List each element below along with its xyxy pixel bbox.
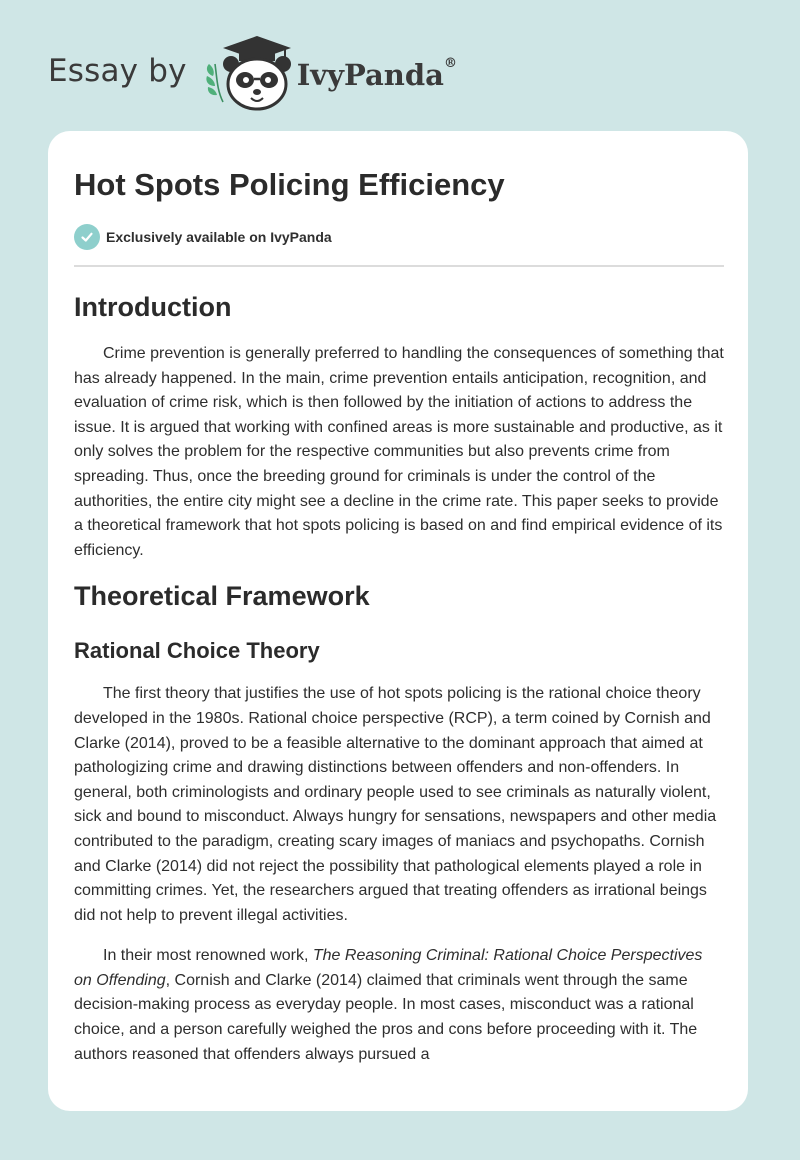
exclusive-badge xyxy=(74,224,724,250)
brand-logo-text[interactable] xyxy=(297,58,457,92)
essay-content xyxy=(74,167,724,1067)
subsection-heading-rational-choice: Rational Choice Theory xyxy=(74,638,320,664)
paragraph-2-lead: In their most renowned work, xyxy=(103,947,313,965)
rational-choice-paragraph-1: The first theory that justifies the use of hot spots policing is the rational choice theory developed in the 1980s. Rational choice perspective (RCP), a term coined by Cornish and Clarke (2014), proved to be a feasible alternative to the dominant approach that aimed at pathologizing crime and drawing distinctions between offenders and non-offenders. In general, both criminologists and ordinary people used to see criminals as naturally violent, sick and bound to misconduct. Always hungry for sensations, newspapers and other media contributed to the paradigm, creating scary images of maniacs and psychopaths. Cornish and Clarke (2014) did not reject the possibility that pathological elements played a role in committing crimes. Yet, the researchers argued that treating offenders as irrational beings did not help to prevent illegal activities. xyxy=(74,685,717,924)
essay-by-label: Essay by xyxy=(48,53,187,89)
check-icon xyxy=(74,224,100,250)
introduction-paragraph: Crime prevention is generally preferred to handling the consequences of something that has already happened. In the main, crime prevention entails anticipation, recognition, and evaluation of crime risk, which is then followed by the initiation of actions to address the issue. It is argued that working with confined areas is more sustainable and productive, as it only solves the problem for the respective communities but also prevents crime from spreading. Thus, once the breeding ground for criminals is under the control of the authorities, the entire city might see a decline in the crime rate. This paper seeks to provide a theoretical framework that hot spots policing is based on and find empirical evidence of its efficiency. xyxy=(74,345,724,559)
section-heading-theoretical-framework: Theoretical Framework xyxy=(74,581,370,612)
brand-name: IvyPanda xyxy=(296,58,444,92)
section-heading-introduction: Introduction xyxy=(74,292,232,322)
page-title: Hot Spots Policing Efficiency xyxy=(74,167,505,202)
title-divider xyxy=(74,265,724,267)
rational-choice-paragraph-2 xyxy=(74,944,724,1067)
registered-mark: ® xyxy=(443,56,457,71)
essay-card xyxy=(48,131,748,1111)
panda-graduate-icon[interactable] xyxy=(201,34,293,114)
badge-text: Exclusively available on IvyPanda xyxy=(106,229,332,245)
paragraph-2-rest: , Cornish and Clarke (2014) claimed that criminals went through the same decision-making process as everyday people. In most cases, misconduct was a rational choice, and a person carefully weighed the pros and cons before proceeding with it. The authors reasoned that offenders always pursued a xyxy=(74,971,698,1063)
book-title: The Reasoning Criminal: Rational Choice Perspectives on Offending xyxy=(74,947,703,989)
site-header xyxy=(48,34,457,114)
